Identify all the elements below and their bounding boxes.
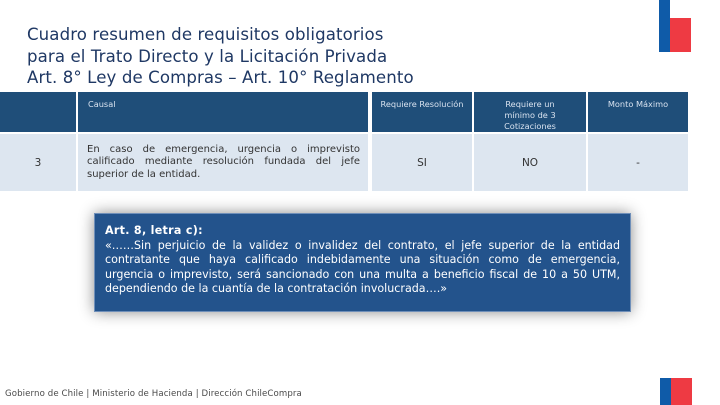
article-callout bbox=[94, 213, 631, 312]
header-number-cell bbox=[0, 92, 76, 132]
callout-text: «……Sin perjuicio de la validez o invalidez del contrato, el jefe superior de la entidad contratante que haya calificado indebidamente una situación como de emergencia, urgencia o imprevisto, será sancionado con una multa a beneficio fiscal de 10 a 50 UTM, dependiendo de la cuantía de la contratación involucrada….» bbox=[105, 238, 620, 296]
header-minimo-cotizaciones: Requiere un mínimo de 3 Cotizaciones bbox=[474, 92, 586, 132]
row-causal: En caso de emergencia, urgencia o imprevisto calificado mediante resolución fundada del jefe superior de la entidad. bbox=[78, 134, 368, 191]
requirements-table bbox=[0, 92, 720, 197]
header-monto-maximo: Monto Máximo bbox=[588, 92, 688, 132]
title-line-2: para el Trato Directo y la Licitación Privada bbox=[27, 46, 388, 66]
header-requiere-resolucion: Requiere Resolución bbox=[372, 92, 472, 132]
row-requiere-resolucion: SI bbox=[372, 134, 472, 191]
chile-flag-logo-bottom bbox=[660, 378, 692, 405]
callout-heading: Art. 8, letra c): bbox=[105, 224, 203, 237]
title-line-3: Art. 8° Ley de Compras – Art. 10° Reglamento bbox=[27, 68, 414, 87]
title-line-1: Cuadro resumen de requisitos obligatorios bbox=[27, 25, 384, 44]
row-number: 3 bbox=[0, 134, 76, 191]
row-monto-maximo: - bbox=[588, 134, 688, 191]
chile-flag-logo-top bbox=[659, 0, 691, 52]
header-causal: Causal bbox=[78, 92, 368, 132]
slide-title bbox=[27, 24, 497, 89]
row-minimo-cotizaciones: NO bbox=[474, 134, 586, 191]
footer-text: Gobierno de Chile | Ministerio de Hacienda | Dirección ChileCompra bbox=[5, 389, 302, 399]
